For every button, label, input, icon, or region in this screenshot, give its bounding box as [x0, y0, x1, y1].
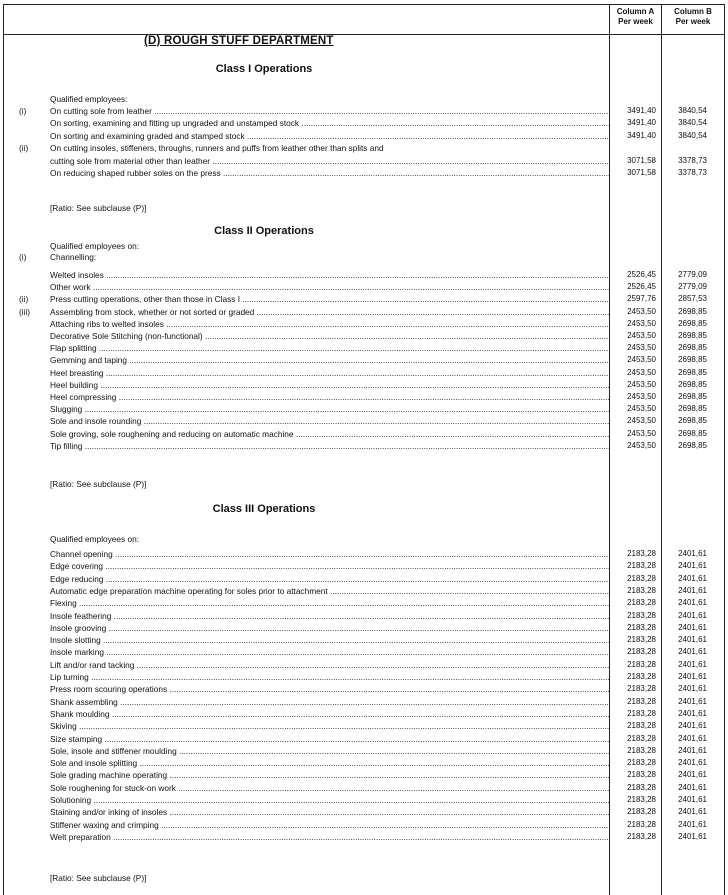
column-a-value: 2183,28: [627, 585, 656, 595]
operation-label: Sole grading machine operating .....: [50, 769, 610, 781]
column-b-value: 2401,61: [678, 561, 707, 571]
column-a-value: 2453,50: [627, 367, 656, 377]
column-b-header: [662, 7, 724, 27]
column-b-value: 2401,61: [678, 831, 707, 841]
column-b-value: 2857,53: [678, 294, 707, 304]
column-a-value: 2526,45: [627, 282, 656, 292]
class2-title: Class II Operations: [214, 225, 314, 237]
column-a-header: [610, 7, 661, 27]
column-b-value: 3840,54: [678, 106, 707, 115]
column-b-value: 2401,61: [678, 819, 707, 829]
column-a-value: 2453,50: [627, 416, 656, 426]
column-b-value: 3840,54: [678, 118, 707, 128]
column-b-value: 2401,61: [678, 622, 707, 632]
column-a-value: 2453,50: [627, 428, 656, 438]
column-a-value: 2183,28: [627, 758, 656, 768]
operation-label: Edge covering .....: [50, 560, 610, 572]
operation-label: Size stamping .....: [50, 733, 610, 745]
row-roman-numeral: (i): [19, 106, 27, 116]
row-roman-numeral: (iii): [19, 306, 31, 317]
column-a-value: 2183,28: [627, 745, 656, 755]
column-b-value: 2401,61: [678, 549, 707, 558]
class2-ratio: [Ratio: See subclause (P)]: [50, 479, 147, 489]
column-b-value: 2779,09: [678, 282, 707, 292]
operation-label: Press room scouring operations .....: [50, 683, 610, 695]
operation-label: Insole marking .....: [50, 646, 610, 658]
column-a-value: 2183,28: [627, 635, 656, 645]
wage-table: [3, 4, 725, 895]
class2-intro: Qualified employees on:: [50, 241, 140, 251]
column-b-value: 2401,61: [678, 758, 707, 768]
column-a-value: 2453,50: [627, 404, 656, 414]
column-b-value: 2698,85: [678, 343, 707, 353]
column-a-title: Column A: [616, 7, 655, 16]
column-a-value: 2453,50: [627, 331, 656, 340]
column-b-value: 2401,61: [678, 585, 707, 595]
column-b-value: 2401,61: [678, 635, 707, 645]
column-b-value: 2698,85: [678, 355, 707, 365]
operation-label: Lip turning .....: [50, 671, 610, 683]
column-a-value: 3071,58: [627, 155, 656, 165]
column-a-value: 3491,40: [627, 106, 656, 115]
column-b-value: 2401,61: [678, 672, 707, 681]
operation-label: Staining and/or inking of insoles .....: [50, 806, 610, 818]
column-a-value: 2453,50: [627, 379, 656, 389]
class2-sub: Channelling:: [50, 252, 97, 262]
operation-label: Flexing .....: [50, 597, 610, 609]
column-b-value: 2779,09: [678, 270, 707, 279]
column-a-value: 2453,50: [627, 318, 656, 328]
column-b-value: 3378,73: [678, 168, 707, 177]
column-b-value: 2401,61: [678, 708, 707, 718]
operation-label: Sole, insole and stiffener moulding .....: [50, 745, 610, 757]
header-rule: [4, 34, 724, 35]
column-b-value: 2698,85: [678, 306, 707, 316]
column-a-value: 2453,50: [627, 392, 656, 401]
operation-label: Lift and/or rand tacking .....: [50, 659, 610, 671]
column-a-value: 2183,28: [627, 708, 656, 718]
operation-label: cutting sole from material other than leather .....: [50, 155, 610, 167]
column-a-value: 2453,50: [627, 355, 656, 365]
column-a-value: 2597,76: [627, 294, 656, 304]
class3-title: Class III Operations: [212, 503, 316, 515]
operation-label: Sole and insole rounding .....: [50, 415, 610, 427]
operation-label: Heel breasting .....: [50, 367, 610, 379]
class1-title: Class I Operations: [215, 63, 313, 75]
column-b-value: 2401,61: [678, 807, 707, 817]
operation-label: Insole feathering .....: [50, 610, 610, 622]
column-a-value: 2453,50: [627, 343, 656, 353]
operation-label: On cutting insoles, stiffeners, throughs, runners and puffs from leather other than splits and: [50, 143, 384, 154]
column-b-value: 2401,61: [678, 782, 707, 792]
column-a-value: 2183,28: [627, 696, 656, 706]
class1-intro: Qualified employees:: [50, 94, 128, 104]
operation-label: Insole slotting .....: [50, 634, 610, 646]
operation-label: Welted insoles .....: [50, 269, 610, 281]
column-b-value: 2401,61: [678, 647, 707, 657]
column-b-value: 2401,61: [678, 770, 707, 780]
column-b-value: 2401,61: [678, 684, 707, 694]
column-a-value: 2183,28: [627, 684, 656, 694]
column-a-value: 2183,28: [627, 721, 656, 731]
class3-intro: Qualified employees on:: [50, 534, 140, 544]
column-a-value: 3071,58: [627, 168, 656, 177]
operation-label: Attaching ribs to welted insoles .....: [50, 318, 610, 330]
column-b-value: 2401,61: [678, 610, 707, 620]
column-b-value: 2698,85: [678, 392, 707, 401]
operation-label: Channel opening .....: [50, 548, 610, 560]
column-b-value: 2698,85: [678, 318, 707, 328]
column-b-value: 2401,61: [678, 795, 707, 804]
operation-label: Press cutting operations, other than those in Class I .....: [50, 293, 610, 305]
operation-label: Skiving .....: [50, 720, 610, 732]
operation-label: Other work .....: [50, 281, 610, 293]
class2-sub-roman: (i): [19, 252, 27, 262]
operation-label: Assembling from stock, whether or not sorted or graded .....: [50, 306, 610, 318]
column-a-value: 2453,50: [627, 440, 656, 450]
column-a-value: 2526,45: [627, 270, 656, 279]
column-b-value: 2698,85: [678, 379, 707, 389]
column-a-value: 2183,28: [627, 561, 656, 571]
operation-label: Flap splitting .....: [50, 342, 610, 354]
operation-label: Insole grooving .....: [50, 622, 610, 634]
column-a-value: 2183,28: [627, 647, 656, 657]
column-b-value: 3840,54: [678, 130, 707, 140]
operation-label: Decorative Sole Stitching (non-functional) .....: [50, 330, 610, 342]
class1-ratio: [Ratio: See subclause (P)]: [50, 203, 147, 213]
column-a-value: 3491,40: [627, 130, 656, 140]
operation-label: Shank assembling .....: [50, 696, 610, 708]
operation-label: Stiffener waxing and crimping .....: [50, 819, 610, 831]
column-b-value: 2698,85: [678, 404, 707, 414]
operation-label: Heel compressing .....: [50, 391, 610, 403]
operation-label: On cutting sole from leather .....: [50, 105, 610, 117]
class3-ratio: [Ratio: See subclause (P)]: [50, 873, 147, 883]
operation-label: Shank moulding .....: [50, 708, 610, 720]
column-b-title: Column B: [674, 7, 712, 16]
operation-label: Automatic edge preparation machine operating for soles prior to attachment .....: [50, 585, 610, 597]
column-b-subtitle: Per week: [675, 17, 711, 26]
column-b-value: 2401,61: [678, 659, 707, 669]
column-a-value: 2183,28: [627, 733, 656, 743]
column-a-subtitle: Per week: [618, 17, 653, 26]
column-a-value: 2183,28: [627, 598, 656, 608]
operation-label: Edge reducing .....: [50, 573, 610, 585]
operation-label: Slugging .....: [50, 403, 610, 415]
column-a-value: 2183,28: [627, 622, 656, 632]
row-roman-numeral: (ii): [19, 143, 29, 154]
column-a-value: 2183,28: [627, 782, 656, 792]
column-b-value: 2401,61: [678, 733, 707, 743]
operation-label: Welt preparation .....: [50, 831, 610, 843]
column-b-value: 2401,61: [678, 598, 707, 608]
operation-label: Heel building .....: [50, 379, 610, 391]
column-b-value: 2698,85: [678, 440, 707, 450]
operation-label: On reducing shaped rubber soles on the press .....: [50, 167, 610, 179]
column-b-value: 2401,61: [678, 573, 707, 583]
operation-label: Solutioning .....: [50, 794, 610, 806]
column-a-value: 2183,28: [627, 610, 656, 620]
operation-label: Gemming and taping .....: [50, 354, 610, 366]
row-roman-numeral: (ii): [19, 294, 29, 305]
column-a-value: 2453,50: [627, 306, 656, 316]
column-b-value: 2401,61: [678, 696, 707, 706]
column-a-value: 2183,28: [627, 573, 656, 583]
operation-label: Tip filling .....: [50, 440, 610, 452]
column-a-value: 2183,28: [627, 770, 656, 780]
column-b-value: 2698,85: [678, 331, 707, 340]
column-a-value: 2183,28: [627, 659, 656, 669]
column-a-value: 3491,40: [627, 118, 656, 128]
column-b-value: 2698,85: [678, 428, 707, 438]
column-a-value: 2183,28: [627, 672, 656, 681]
operation-label: On sorting, examining and fitting up ungraded and unstamped stock .....: [50, 117, 610, 129]
column-a-value: 2183,28: [627, 819, 656, 829]
department-title: (D) ROUGH STUFF DEPARTMENT: [144, 35, 334, 47]
column-a-value: 2183,28: [627, 795, 656, 804]
operation-label: Sole and insole splitting .....: [50, 757, 610, 769]
operation-label: Sole roughening for stuck-on work .....: [50, 782, 610, 794]
column-b-value: 2698,85: [678, 416, 707, 426]
operation-label: On sorting and examining graded and stamped stock .....: [50, 130, 610, 142]
column-a-value: 2183,28: [627, 549, 656, 558]
column-a-value: 2183,28: [627, 831, 656, 841]
column-a-value: 2183,28: [627, 807, 656, 817]
operation-label: Sole groving, sole roughening and reducing on automatic machine .....: [50, 428, 610, 440]
column-divider-b: [661, 5, 662, 895]
column-b-value: 2698,85: [678, 367, 707, 377]
column-b-value: 3378,73: [678, 155, 707, 165]
column-b-value: 2401,61: [678, 721, 707, 731]
column-b-value: 2401,61: [678, 745, 707, 755]
